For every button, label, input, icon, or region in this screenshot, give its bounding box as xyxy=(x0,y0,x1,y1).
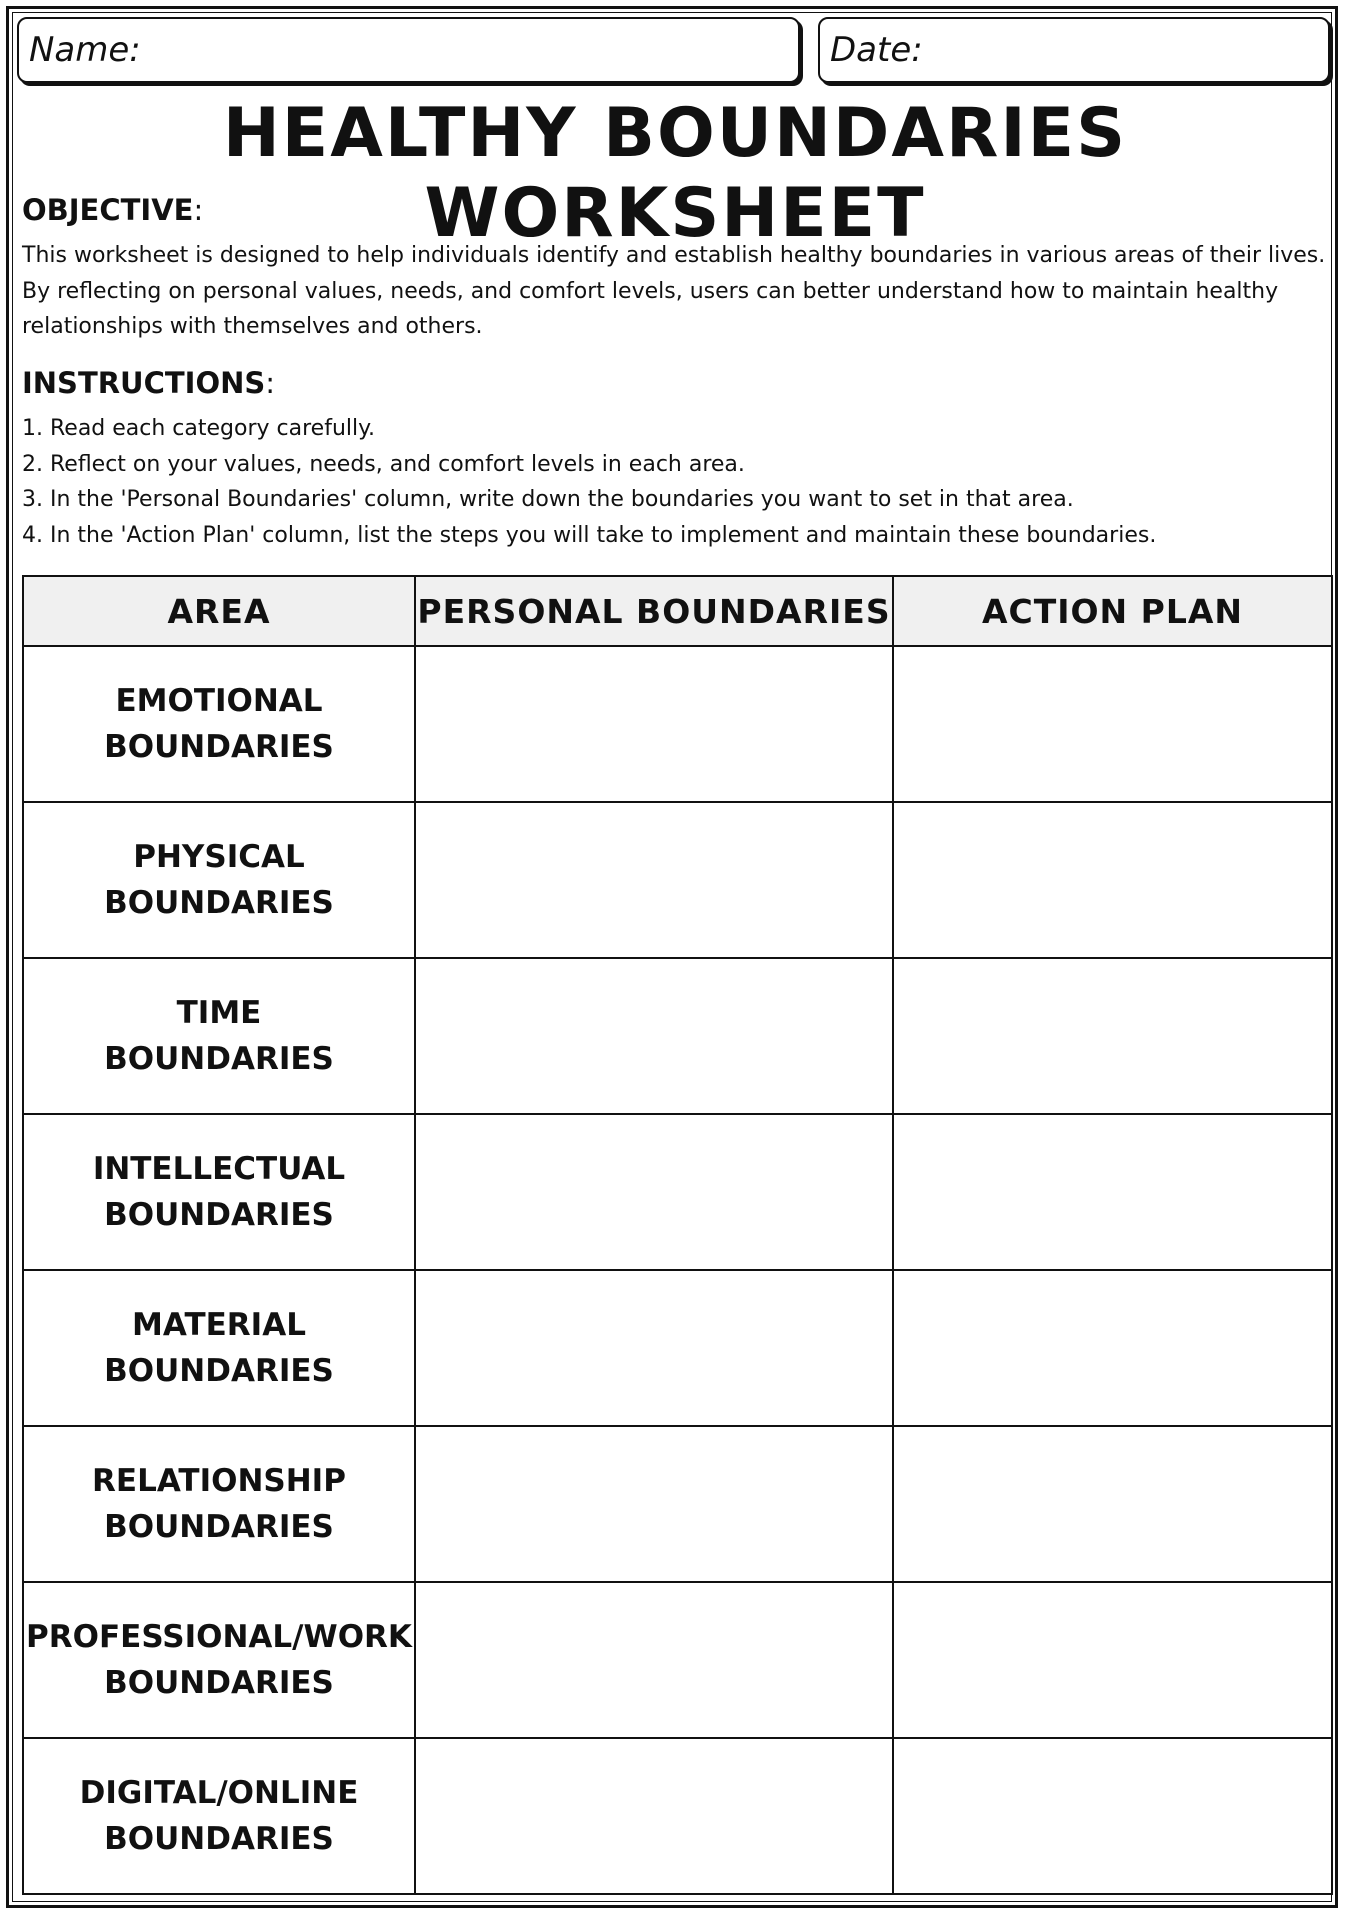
objective-heading: OBJECTIVE: xyxy=(22,193,204,227)
action-plan-cell[interactable] xyxy=(893,646,1332,802)
area-label-line1: INTELLECTUAL xyxy=(92,1151,346,1187)
personal-boundaries-cell[interactable] xyxy=(415,646,893,802)
area-label-line2: BOUNDARIES xyxy=(104,1353,334,1389)
column-header-action-plan: ACTION PLAN xyxy=(893,576,1332,646)
table-row xyxy=(23,1270,1332,1426)
personal-boundaries-cell[interactable] xyxy=(415,1426,893,1582)
action-plan-cell[interactable] xyxy=(893,1582,1332,1738)
personal-boundaries-cell[interactable] xyxy=(415,802,893,958)
column-header-personal-boundaries: PERSONAL BOUNDARIES xyxy=(415,576,893,646)
personal-boundaries-cell[interactable] xyxy=(415,1270,893,1426)
area-cell xyxy=(23,1270,415,1426)
instructions-heading: INSTRUCTIONS: xyxy=(22,366,276,400)
table-row xyxy=(23,958,1332,1114)
name-label: Name: xyxy=(29,30,141,70)
area-label-line2: BOUNDARIES xyxy=(104,1821,334,1857)
instructions-heading-label: INSTRUCTIONS xyxy=(22,366,266,400)
instruction-item: 2. Reflect on your values, needs, and comfort levels in each area. xyxy=(22,451,745,477)
area-label-line1: MATERIAL xyxy=(132,1307,306,1343)
personal-boundaries-cell[interactable] xyxy=(415,1582,893,1738)
personal-boundaries-cell[interactable] xyxy=(415,958,893,1114)
area-label-line2: BOUNDARIES xyxy=(104,1665,334,1701)
table-row xyxy=(23,1426,1332,1582)
area-label-line2: BOUNDARIES xyxy=(104,1509,334,1545)
area-label-line2: BOUNDARIES xyxy=(104,1041,334,1077)
area-label-line2: BOUNDARIES xyxy=(104,729,334,765)
name-field[interactable] xyxy=(17,17,800,83)
area-cell xyxy=(23,1738,415,1894)
area-label-line2: BOUNDARIES xyxy=(104,885,334,921)
worksheet-title: HEALTHY BOUNDARIES WORKSHEET xyxy=(222,94,1128,253)
personal-boundaries-cell[interactable] xyxy=(415,1114,893,1270)
area-label-line1: RELATIONSHIP xyxy=(92,1463,346,1499)
action-plan-cell[interactable] xyxy=(893,1270,1332,1426)
area-cell xyxy=(23,1114,415,1270)
area-label-line1: EMOTIONAL xyxy=(115,683,323,719)
table-row xyxy=(23,1738,1332,1894)
action-plan-cell[interactable] xyxy=(893,1114,1332,1270)
area-label-line1: DIGITAL/ONLINE xyxy=(79,1775,359,1811)
table-row xyxy=(23,802,1332,958)
instruction-item: 4. In the 'Action Plan' column, list the steps you will take to implement and maintain these boundaries. xyxy=(22,522,1157,548)
area-label-line1: PROFESSIONAL/WORK xyxy=(26,1619,412,1655)
personal-boundaries-cell[interactable] xyxy=(415,1738,893,1894)
instruction-item: 1. Read each category carefully. xyxy=(22,416,375,441)
table-header-row xyxy=(23,576,1332,646)
area-cell xyxy=(23,1426,415,1582)
table-row xyxy=(23,646,1332,802)
area-cell xyxy=(23,802,415,958)
action-plan-cell[interactable] xyxy=(893,958,1332,1114)
table-row xyxy=(23,1582,1332,1738)
boundaries-table xyxy=(22,575,1333,1895)
area-cell xyxy=(23,1582,415,1738)
table-row xyxy=(23,1114,1332,1270)
date-label: Date: xyxy=(830,30,923,70)
action-plan-cell[interactable] xyxy=(893,1738,1332,1894)
objective-heading-label: OBJECTIVE xyxy=(22,193,194,227)
action-plan-cell[interactable] xyxy=(893,802,1332,958)
instructions-list xyxy=(22,411,1334,553)
area-label-line2: BOUNDARIES xyxy=(104,1197,334,1233)
action-plan-cell[interactable] xyxy=(893,1426,1332,1582)
area-cell xyxy=(23,958,415,1114)
area-label-line1: PHYSICAL xyxy=(133,839,305,875)
instruction-item: 3. In the 'Personal Boundaries' column, write down the boundaries you want to set in that area. xyxy=(22,487,1074,512)
objective-text: This worksheet is designed to help individuals identify and establish healthy boundaries in various areas of their lives. By reflecting on personal values, needs, and comfort levels, users can better understand how to maintain healthy relationships with themselves and others. xyxy=(22,243,1326,339)
area-cell xyxy=(23,646,415,802)
date-field[interactable] xyxy=(818,17,1330,83)
column-header-area: AREA xyxy=(23,576,415,646)
area-label-line1: TIME xyxy=(176,995,262,1031)
